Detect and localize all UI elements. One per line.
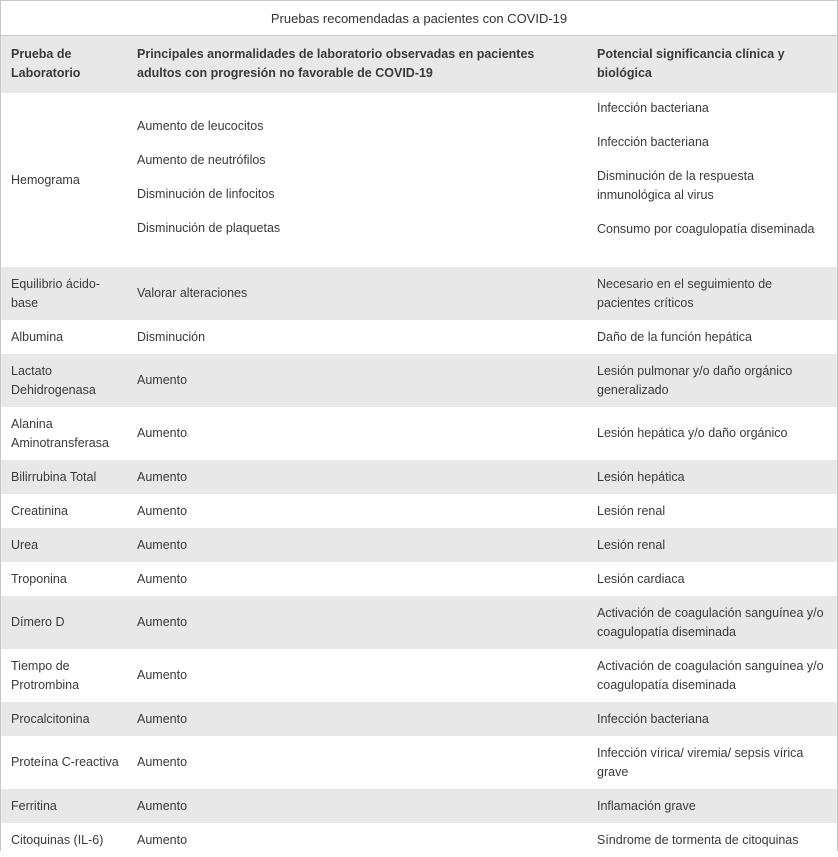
- cell-finding: Aumento: [127, 736, 587, 789]
- cell-significance: Necesario en el seguimiento de pacientes críticos: [587, 267, 837, 320]
- cell-test: Procalcitonina: [1, 702, 127, 736]
- cell-finding: Aumento: [127, 354, 587, 407]
- table-row: [1, 596, 837, 649]
- cell-findings: [127, 93, 587, 267]
- cell-significance: Activación de coagulación sanguínea y/o coagulopatía diseminada: [587, 596, 837, 649]
- cell-finding: Aumento: [127, 460, 587, 494]
- cell-test: Alanina Aminotransferasa: [1, 407, 127, 460]
- cell-test: Dímero D: [1, 596, 127, 649]
- table-row: [1, 789, 837, 823]
- cell-finding: Disminución: [127, 320, 587, 354]
- cell-significance: Infección vírica/ viremia/ sepsis vírica grave: [587, 736, 837, 789]
- cell-test: Equilibrio ácido-base: [1, 267, 127, 320]
- cell-finding: Aumento: [127, 562, 587, 596]
- table-row: [1, 823, 837, 857]
- cell-finding: Aumento: [127, 823, 587, 857]
- cell-significance: Infección bacteriana: [587, 702, 837, 736]
- significance-item: Disminución de la respuesta inmunológica al virus: [597, 169, 755, 202]
- cell-test: Bilirrubina Total: [1, 460, 127, 494]
- cell-finding: Aumento: [127, 528, 587, 562]
- cell-finding: Aumento: [127, 649, 587, 702]
- table-row: [1, 528, 837, 562]
- cell-significance: Lesión renal: [587, 528, 837, 562]
- table-row: [1, 407, 837, 460]
- cell-finding: Aumento: [127, 702, 587, 736]
- cell-finding: Aumento: [127, 407, 587, 460]
- significance-item: Infección bacteriana: [597, 101, 709, 115]
- finding-item: Disminución de linfocitos: [137, 186, 275, 201]
- cell-significance: Lesión pulmonar y/o daño orgánico generalizado: [587, 354, 837, 407]
- lab-tests-table: [1, 36, 837, 857]
- cell-finding: Valorar alteraciones: [127, 267, 587, 320]
- header-findings: Principales anormalidades de laboratorio observadas en pacientes adultos con progresión no favorable de COVID-19: [127, 36, 587, 93]
- cell-significance: Inflamación grave: [587, 789, 837, 823]
- cell-significance: Lesión hepática: [587, 460, 837, 494]
- cell-significance: Lesión cardiaca: [587, 562, 837, 596]
- cell-test: Lactato Dehidrogenasa: [1, 354, 127, 407]
- cell-finding: Aumento: [127, 596, 587, 649]
- cell-test: Hemograma: [1, 93, 127, 267]
- cell-test: Citoquinas (IL-6): [1, 823, 127, 857]
- cell-significance: Lesión renal: [587, 494, 837, 528]
- cell-significance: Síndrome de tormenta de citoquinas: [587, 823, 837, 857]
- cell-test: Troponina: [1, 562, 127, 596]
- finding-item: Aumento de neutrófilos: [137, 152, 266, 167]
- significance-item: Consumo por coagulopatía diseminada: [597, 222, 815, 236]
- cell-test: Urea: [1, 528, 127, 562]
- table-row: [1, 494, 837, 528]
- cell-test: Albumina: [1, 320, 127, 354]
- cell-significance: Activación de coagulación sanguínea y/o coagulopatía diseminada: [587, 649, 837, 702]
- table-row: [1, 736, 837, 789]
- significance-item: Infección bacteriana: [597, 135, 709, 149]
- cell-finding: Aumento: [127, 494, 587, 528]
- table-row: [1, 267, 837, 320]
- cell-test: Proteína C-reactiva: [1, 736, 127, 789]
- cell-finding: Aumento: [127, 789, 587, 823]
- cell-test: Creatinina: [1, 494, 127, 528]
- header-test: Prueba de Laboratorio: [1, 36, 127, 93]
- cell-test: Ferritina: [1, 789, 127, 823]
- table-row: [1, 562, 837, 596]
- table-row: [1, 354, 837, 407]
- finding-item: Aumento de leucocitos: [137, 118, 264, 133]
- cell-test: Tiempo de Protrombina: [1, 649, 127, 702]
- table-header-row: [1, 36, 837, 93]
- table-caption: Pruebas recomendadas a pacientes con COVID-19: [1, 1, 837, 36]
- table-row: [1, 460, 837, 494]
- table-row: [1, 320, 837, 354]
- cell-significance: Daño de la función hepática: [587, 320, 837, 354]
- table-row: [1, 93, 837, 267]
- finding-item: Disminución de plaquetas: [137, 220, 281, 235]
- table-row: [1, 649, 837, 702]
- header-significance: Potencial significancia clínica y biológica: [587, 36, 837, 93]
- cell-significance: Lesión hepática y/o daño orgánico: [587, 407, 837, 460]
- cell-significance: [587, 93, 837, 267]
- table-row: [1, 702, 837, 736]
